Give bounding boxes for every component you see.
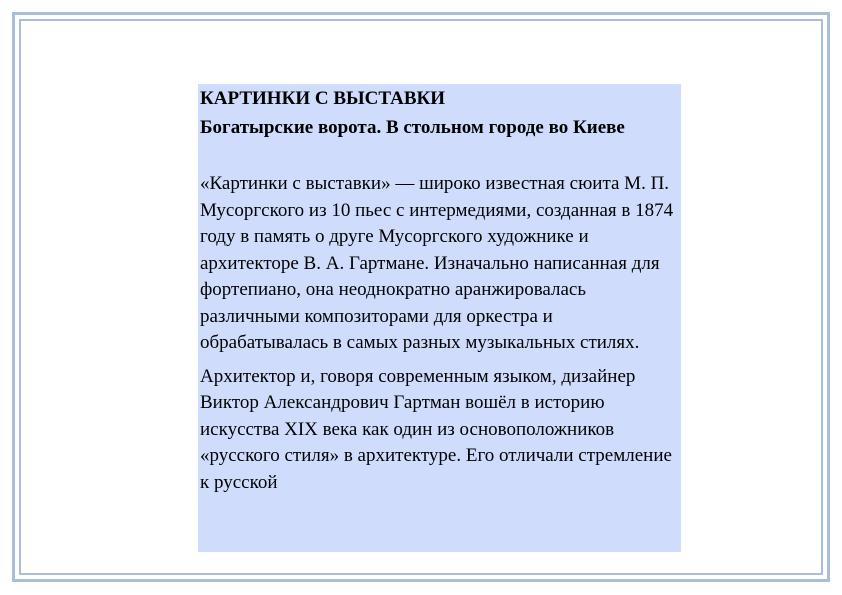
paragraph-architect: Архитектор и, говоря современным языком, дизайнер Виктор Александрович Гартман вошёл в историю искусства XIX века как один из основоположников «русского стиля» в архитектуре. Его отличали стремление к русской (200, 365, 672, 493)
slide-subtitle: Богатырские ворота. В стольном городе во Киеве (200, 117, 625, 138)
text-box[interactable] (198, 84, 681, 552)
spacer (200, 142, 681, 171)
paragraph-intro: «Картинки с выставки» — широко известная сюита М. П. Мусоргского из 10 пьес с интермедиями, созданная в 1874 году в память о друге Мусоргского художнике и архитекторе В. А. Гартмане. Изначально написанная для фортепиано, она неоднократно аранжировалась различными композиторами для оркестра и обрабатывалась в самых разных музыкальных стилях. (200, 173, 674, 353)
slide-title: КАРТИНКИ С ВЫСТАВКИ (200, 88, 446, 109)
